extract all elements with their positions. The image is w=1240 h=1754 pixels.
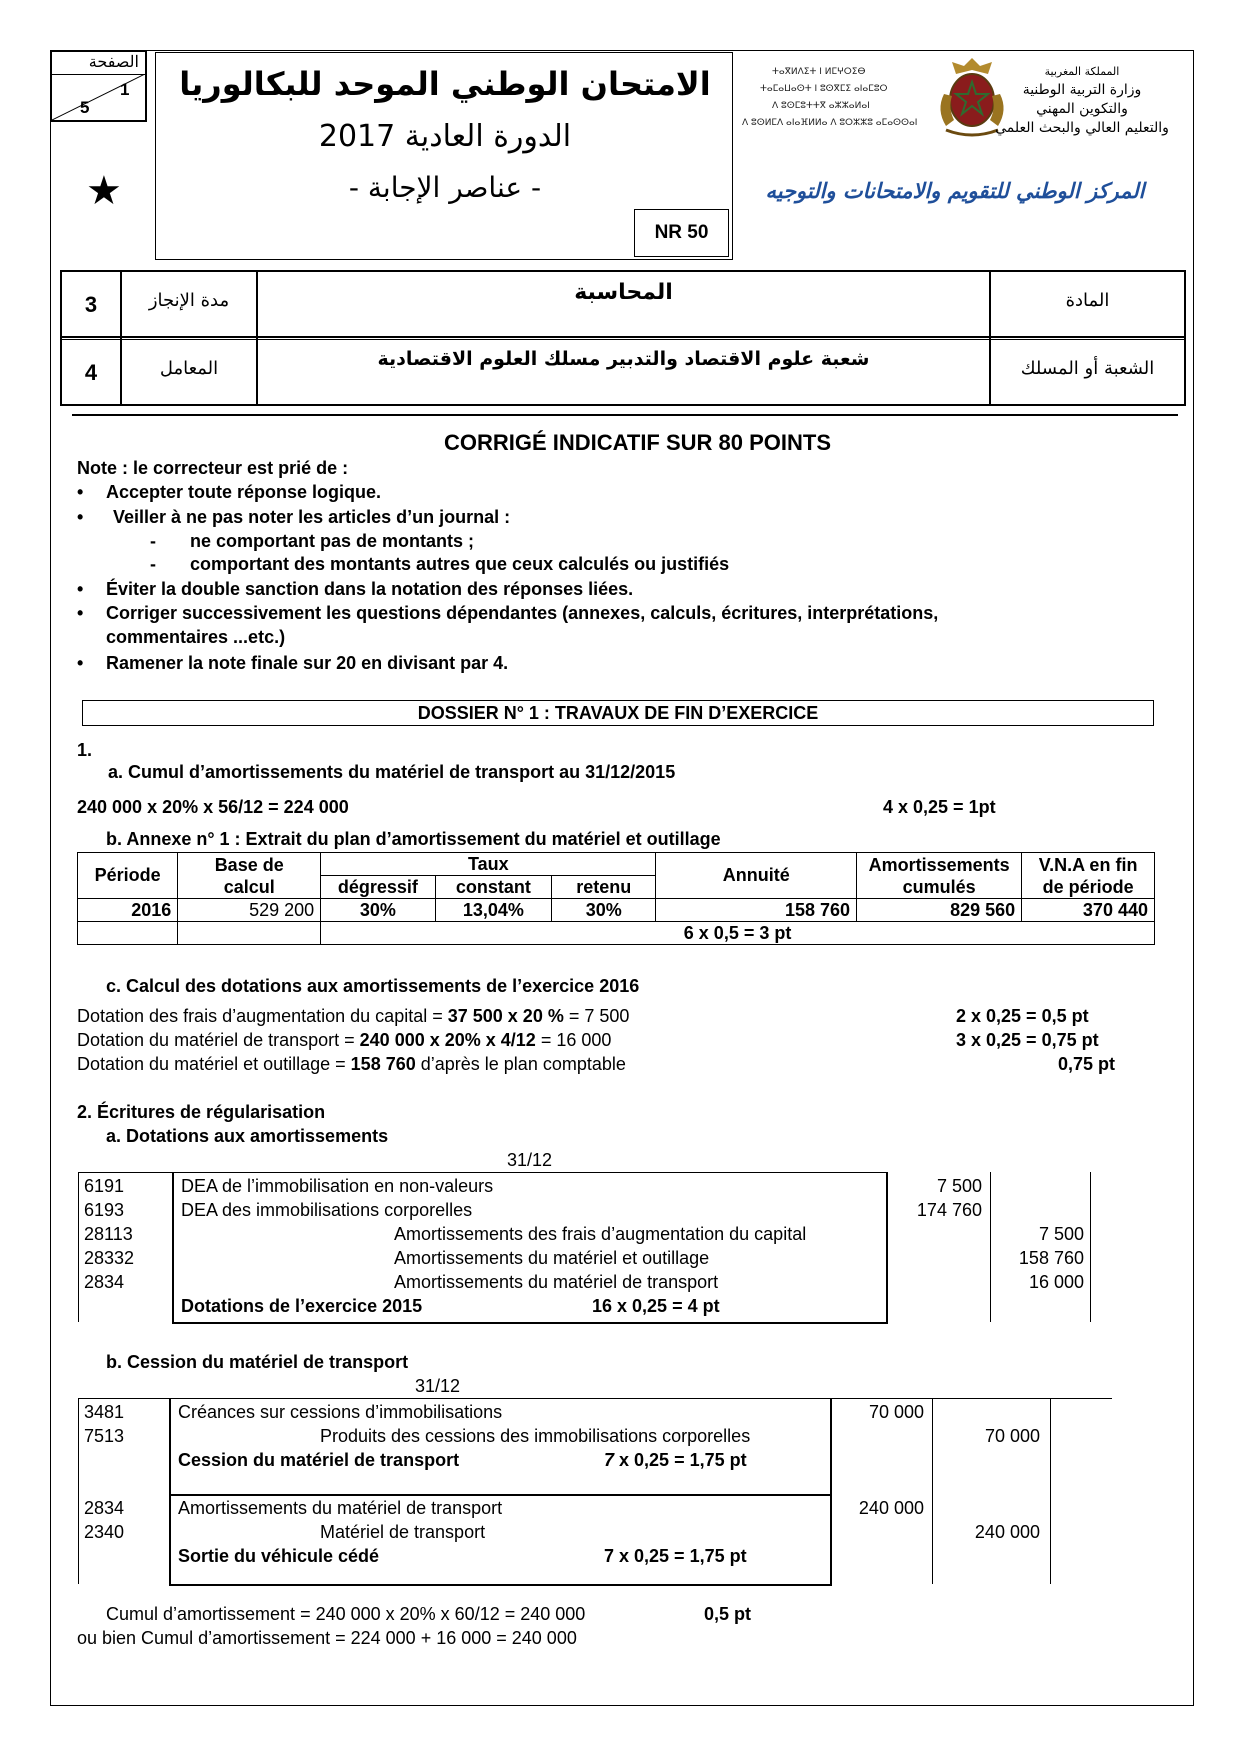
q1-a-calc: 240 000 x 20% x 56/12 = 224 000 — [77, 797, 349, 817]
account-number: 2834 — [84, 1498, 125, 1518]
page-label: الصفحة — [88, 54, 139, 71]
coef-label: المعامل — [159, 358, 219, 379]
bullet-dot: • — [77, 653, 84, 673]
ministry-tf-line: ⵜⴰⴳⵍⴷⵉⵜ ⵏ ⵍⵎⵖⵔⵉⴱ — [772, 67, 866, 77]
coef-value: 4 — [84, 360, 98, 385]
th-periode: Période — [78, 853, 178, 899]
duration-label: مدة الإنجاز — [148, 290, 230, 311]
q1-b-title: b. Annexe n° 1 : Extrait du plan d’amortissement du matériel et outillage — [106, 829, 721, 849]
ministry-ar-line: وزارة التربية الوطنية — [1022, 82, 1142, 98]
th-retenu: retenu — [552, 876, 656, 899]
note-bullet — [77, 482, 381, 503]
note-bullet — [77, 579, 633, 600]
bullet-dot: • — [77, 507, 84, 527]
note-sub: - comportant des montants autres que ceux calculés ou justifiés — [150, 554, 730, 574]
exam-code-box — [634, 209, 729, 257]
q1-c-title: c. Calcul des dotations aux amortissements de l’exercice 2016 — [106, 976, 640, 996]
exam-subtitle: - عناصر الإجابة - — [348, 171, 542, 204]
th-amort-line: cumulés — [902, 876, 976, 897]
branch-value: شعبة علوم الاقتصاد والتدبير مسلك العلوم الاقتصادية — [377, 348, 870, 370]
td-degressif: 30% — [321, 899, 435, 922]
cumul-line: Cumul d’amortissement = 240 000 x 20% x 60/12 = 240 000 — [106, 1604, 586, 1624]
q2-title: 2. Écritures de régularisation — [77, 1102, 326, 1122]
branch-label: الشعبة أو المسلك — [1020, 358, 1155, 379]
cumul-points: 0,5 pt — [704, 1604, 752, 1624]
debit-amount: 174 760 — [916, 1200, 982, 1220]
credit-amount: 240 000 — [974, 1522, 1040, 1542]
note-bullet — [77, 653, 508, 674]
note-sub: - ne comportant pas de montants ; — [150, 531, 475, 551]
note-intro: Note : le correcteur est prié de : — [77, 458, 349, 478]
dossier-title: DOSSIER N° 1 : TRAVAUX DE FIN D’EXERCICE — [417, 703, 819, 723]
credit-amount: 7 500 — [1038, 1224, 1084, 1244]
account-label: Amortissements du matériel et outillage — [394, 1248, 710, 1268]
td-periode: 2016 — [78, 899, 178, 922]
th-base-line: calcul — [223, 876, 275, 897]
account-label: Amortissements du matériel de transport — [394, 1272, 719, 1292]
ministry-tf-line: ⵜⴰⵎⴰⵡⴰⵙⵜ ⵏ ⵓⵙⴳⵎⵉ ⴰⵏⴰⵎⵓⵔ — [760, 84, 888, 94]
account-number: 6191 — [84, 1176, 125, 1196]
journal-date: 31/12 — [507, 1150, 553, 1170]
ministry-tf-line: ⴷ ⵓⵙⵎⵓⵜⵜⴳ ⴰⵣⵣⴰⵍⴰⵏ — [772, 101, 870, 111]
journal-date: 31/12 — [415, 1376, 461, 1396]
bullet-dot: • — [77, 482, 84, 502]
dotation-line: Dotation du matériel et outillage = 158 760 d’après le plan comptable — [77, 1054, 626, 1074]
entry-libelle: Sortie du véhicule cédé — [178, 1546, 380, 1566]
entry-libelle: Cession du matériel de transport — [178, 1450, 460, 1470]
td-vna: 370 440 — [1022, 899, 1155, 922]
exam-code: NR 50 — [654, 222, 709, 243]
td-base: 529 200 — [178, 899, 321, 922]
dossier-title-box — [82, 700, 1154, 726]
center-name: المركز الوطني للتقويم والامتحانات والتوجيه — [765, 178, 1145, 203]
th-amortissements — [857, 853, 1022, 899]
entry-points: 7 x 0,25 = 1,75 pt — [604, 1450, 747, 1470]
td-retenu: 30% — [552, 899, 656, 922]
th-amort-line: Amortissements — [868, 854, 1010, 875]
th-taux: Taux — [321, 853, 656, 876]
dotation-line: Dotation du matériel de transport = 240 000 x 20% x 4/12 = 16 000 — [77, 1030, 612, 1050]
ministry-arabic — [982, 62, 1182, 138]
th-vna — [1022, 853, 1155, 899]
subject-label: المادة — [1065, 290, 1110, 311]
page-total: 5 — [80, 98, 90, 117]
dotation-points: 2 x 0,25 = 0,5 pt — [956, 1006, 1089, 1026]
note-bullet-text: Ramener la note finale sur 20 en divisant par 4. — [106, 653, 509, 673]
page-current: 1 — [120, 80, 130, 99]
note-bullet-text: Éviter la double sanction dans la notation des réponses liées. — [106, 579, 634, 599]
th-base-line: Base de — [214, 854, 284, 875]
th-annuite: Annuité — [656, 853, 857, 899]
star-icon: ★ — [86, 169, 122, 213]
account-number: 3481 — [84, 1402, 125, 1422]
subject-value: المحاسبة — [574, 280, 673, 305]
ministry-tifinagh — [742, 64, 932, 132]
account-label: Amortissements des frais d’augmentation du capital — [394, 1224, 807, 1244]
divider — [72, 414, 1178, 416]
th-base — [178, 853, 321, 899]
th-degressif: dégressif — [321, 876, 435, 899]
th-vna-line: V.N.A en fin — [1038, 854, 1138, 875]
account-label: DEA de l’immobilisation en non-valeurs — [181, 1176, 494, 1196]
ministry-ar-line: والتعليم العالي والبحث العلمي — [995, 120, 1169, 136]
q1-a-points: 4 x 0,25 = 1pt — [883, 797, 996, 817]
th-vna-line: de période — [1042, 876, 1134, 897]
dotation-points: 0,75 pt — [1058, 1054, 1116, 1074]
account-number: 7513 — [84, 1426, 125, 1446]
info-table — [60, 270, 1186, 406]
debit-amount: 70 000 — [868, 1402, 924, 1422]
page-number-box — [50, 50, 147, 122]
q1-number: 1. — [77, 740, 93, 760]
ministry-ar-line: والتكوين المهني — [1036, 101, 1128, 117]
q2-b-title: b. Cession du matériel de transport — [106, 1352, 409, 1372]
entry-points: 7 x 0,25 = 1,75 pt — [604, 1546, 747, 1566]
dotation-line: Dotation des frais d’augmentation du capital = 37 500 x 20 % = 7 500 — [77, 1006, 630, 1026]
account-label: DEA des immobilisations corporelles — [181, 1200, 473, 1220]
exam-session: الدورة العادية 2017 — [318, 119, 572, 154]
exam-title: الامتحان الوطني الموحد للبكالوريا — [179, 65, 711, 103]
td-amort-cumules: 829 560 — [857, 899, 1022, 922]
dotation-points: 3 x 0,25 = 0,75 pt — [956, 1030, 1099, 1050]
entry-points: 16 x 0,25 = 4 pt — [592, 1296, 720, 1316]
note-bullet-text: Veiller à ne pas noter les articles d’un journal : — [113, 507, 511, 527]
q1-a-title: a. Cumul d’amortissements du matériel de transport au 31/12/2015 — [108, 762, 676, 782]
account-number: 28113 — [84, 1224, 133, 1244]
ministry-ar-line: المملكة المغربية — [1044, 65, 1120, 78]
entry-libelle: Dotations de l’exercice 2015 — [181, 1296, 423, 1316]
exam-title-box — [155, 52, 733, 260]
ministry-tf-line: ⴷ ⵓⵙⵍⵎⴷ ⴰⵏⴰⴼⵍⵍⴰ ⴷ ⵓⵔⵣⵣⵓ ⴰⵎⴰⵙⵙⴰⵏ — [742, 118, 918, 128]
note-sub-text: ne comportant pas de montants ; — [190, 531, 475, 551]
account-label: Produits des cessions des immobilisations corporelles — [320, 1426, 751, 1446]
account-label: Créances sur cessions d’immobilisations — [178, 1402, 503, 1422]
th-constant: constant — [435, 876, 552, 899]
account-number: 6193 — [84, 1200, 125, 1220]
td-constant: 13,04% — [435, 899, 552, 922]
account-label: Amortissements du matériel de transport — [178, 1498, 503, 1518]
table-points: 6 x 0,5 = 3 pt — [321, 922, 1155, 945]
note-sub-text: comportant des montants autres que ceux calculés ou justifiés — [190, 554, 730, 574]
note-cont: commentaires ...etc.) — [106, 627, 286, 647]
account-label: Matériel de transport — [320, 1522, 486, 1542]
cumul-line: ou bien Cumul d’amortissement = 224 000 + 16 000 = 240 000 — [77, 1628, 577, 1648]
bullet-dot: • — [77, 579, 84, 599]
note-bullet-text: Corriger successivement les questions dépendantes (annexes, calculs, écritures, interprétations, — [106, 603, 939, 623]
bullet-dot: • — [77, 603, 84, 623]
credit-amount: 70 000 — [984, 1426, 1040, 1446]
debit-amount: 240 000 — [858, 1498, 924, 1518]
debit-amount: 7 500 — [936, 1176, 982, 1196]
credit-amount: 158 760 — [1018, 1248, 1084, 1268]
account-number: 2834 — [84, 1272, 125, 1292]
corrige-title: CORRIGÉ INDICATIF SUR 80 POINTS — [443, 430, 832, 455]
q2-a-title: a. Dotations aux amortissements — [106, 1126, 389, 1146]
credit-amount: 16 000 — [1028, 1272, 1084, 1292]
account-number: 28332 — [84, 1248, 135, 1268]
note-bullet — [77, 507, 510, 528]
note-bullet-text: Accepter toute réponse logique. — [106, 482, 382, 502]
account-number: 2340 — [84, 1522, 125, 1542]
amortization-table — [77, 852, 1155, 945]
note-bullet — [77, 603, 938, 624]
td-annuite: 158 760 — [656, 899, 857, 922]
duration-value: 3 — [84, 292, 98, 317]
